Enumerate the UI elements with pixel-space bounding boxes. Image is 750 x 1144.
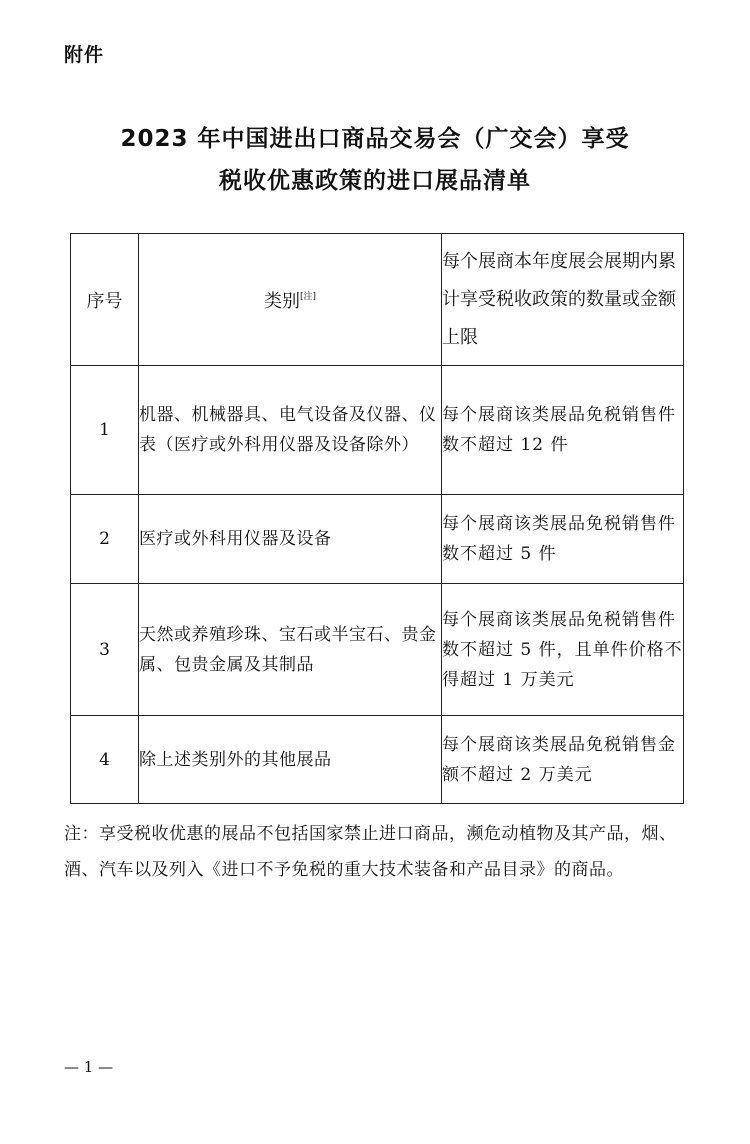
document-title-line-2: 税收优惠政策的进口展品清单 (219, 168, 531, 194)
row-limit: 每个展商该类展品免税销售金额不超过 2 万美元 (442, 716, 684, 804)
table-header-row (71, 234, 684, 366)
row-seq: 4 (71, 716, 139, 804)
row-limit: 每个展商该类展品免税销售件数不超过 12 件 (442, 366, 684, 495)
row-category: 天然或养殖珍珠、宝石或半宝石、贵金属、包贵金属及其制品 (139, 584, 442, 716)
row-seq: 1 (71, 366, 139, 495)
table-row (71, 716, 684, 804)
document-title-line-1: 2023 年中国进出口商品交易会（广交会）享受 (120, 126, 630, 152)
row-seq: 2 (71, 495, 139, 584)
row-seq: 3 (71, 584, 139, 716)
table-row (71, 366, 684, 495)
table-row (71, 495, 684, 584)
page-number: — 1 — (64, 1058, 114, 1076)
exhibit-list-table (70, 233, 684, 804)
table-row (71, 584, 684, 716)
footnote: 注：享受税收优惠的展品不包括国家禁止进口商品，濒危动植物及其产品，烟、酒、汽车以及列入《进口不予免税的重大技术装备和产品目录》的商品。 (64, 824, 677, 880)
row-category: 机器、机械器具、电气设备及仪器、仪表（医疗或外科用仪器及设备除外） (139, 366, 442, 495)
row-category: 除上述类别外的其他展品 (139, 716, 442, 804)
header-category-label: 类别 (263, 290, 300, 312)
attachment-label: 附件 (64, 44, 105, 66)
header-category (139, 234, 442, 366)
row-limit: 每个展商该类展品免税销售件数不超过 5 件 (442, 495, 684, 584)
row-category: 医疗或外科用仪器及设备 (139, 495, 442, 584)
header-seq (71, 234, 139, 366)
row-limit: 每个展商该类展品免税销售件数不超过 5 件，且单件价格不得超过 1 万美元 (442, 584, 684, 716)
note-mark: [注] (299, 291, 317, 302)
header-limit: 每个展商本年度展会展期内累计享受税收政策的数量或金额上限 (442, 234, 684, 366)
header-seq-label: 序号 (86, 290, 123, 312)
